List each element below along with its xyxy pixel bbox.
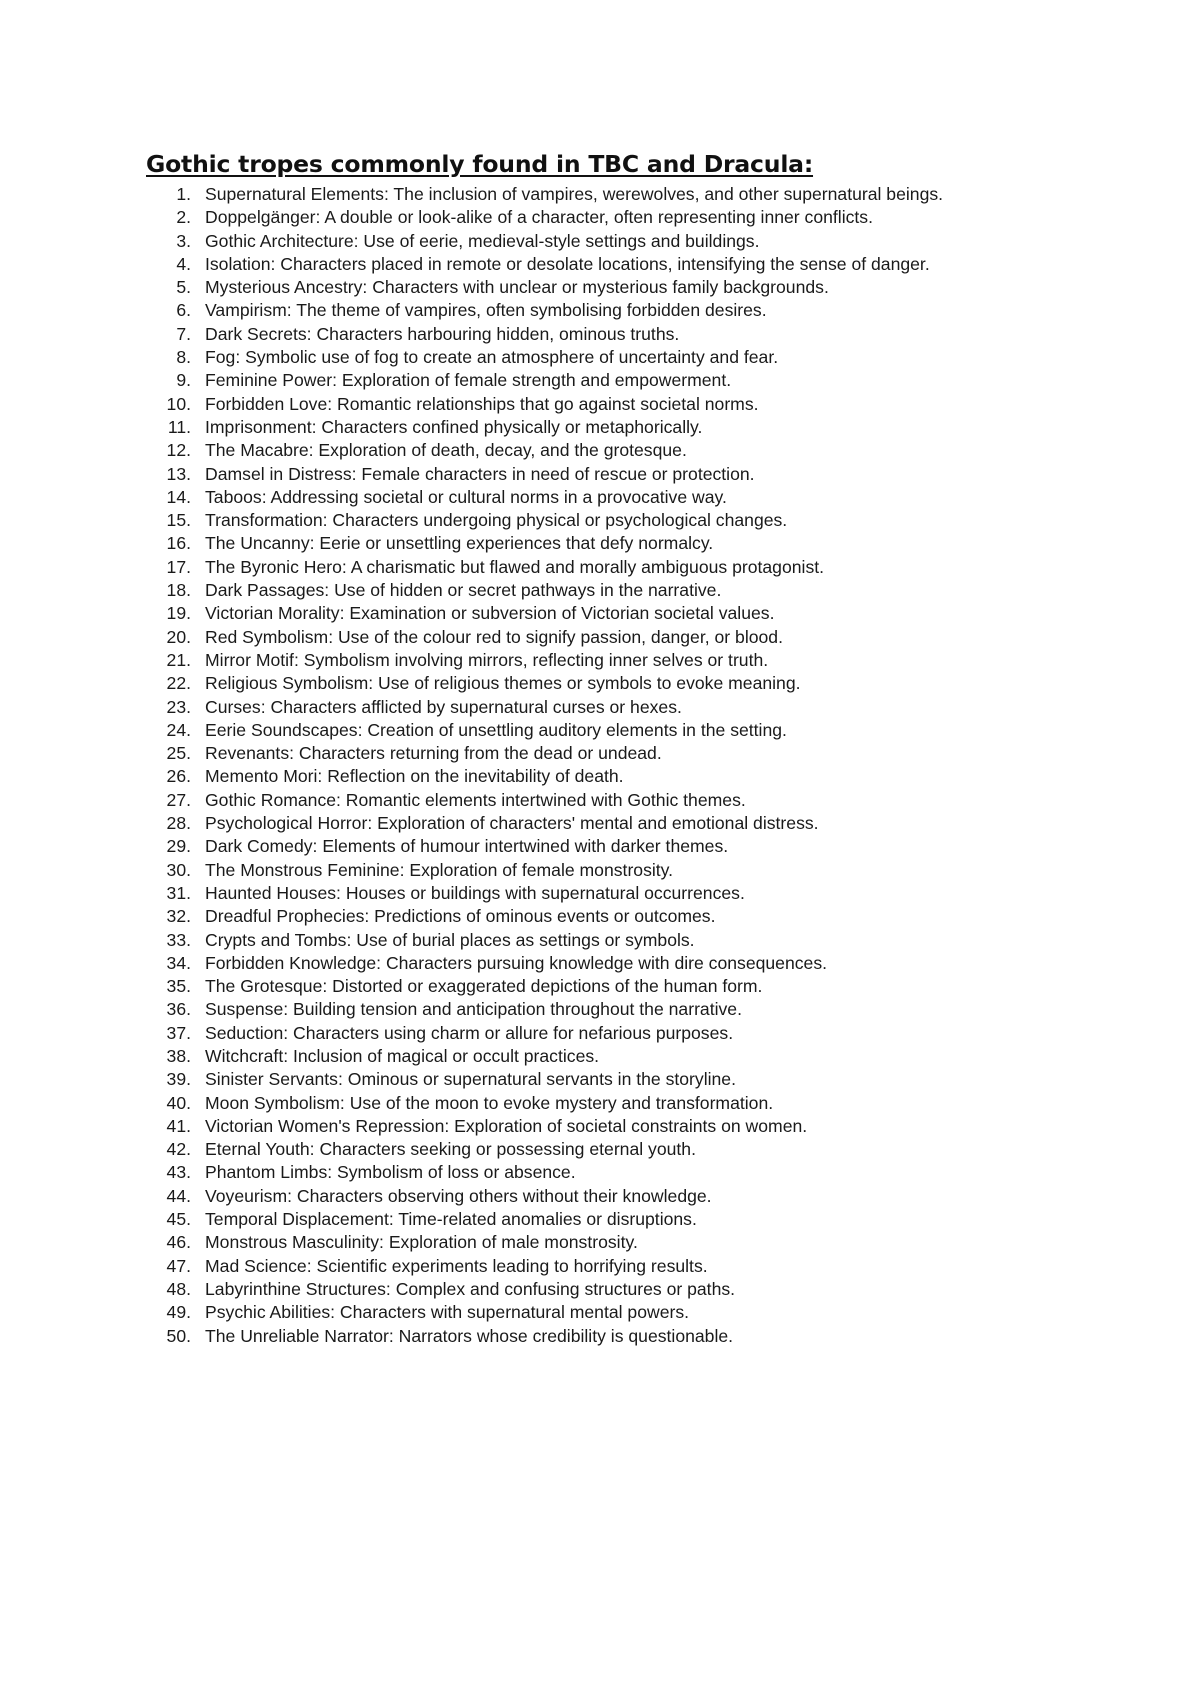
list-item-text: Eternal Youth: Characters seeking or possessing eternal youth. bbox=[205, 1139, 696, 1160]
list-item bbox=[0, 1068, 1200, 1091]
list-item bbox=[0, 230, 1200, 253]
list-item-text: Forbidden Knowledge: Characters pursuing knowledge with dire consequences. bbox=[205, 952, 828, 973]
list-item bbox=[0, 649, 1200, 672]
list-item-text: Curses: Characters afflicted by supernatural curses or hexes. bbox=[205, 696, 682, 717]
list-item-text: The Monstrous Feminine: Exploration of female monstrosity. bbox=[205, 859, 674, 880]
list-item-number: 12. bbox=[166, 440, 191, 461]
list-item bbox=[0, 393, 1200, 416]
list-item-text: Forbidden Love: Romantic relationships that go against societal norms. bbox=[205, 393, 759, 414]
list-item-number: 24. bbox=[166, 719, 191, 740]
list-item bbox=[0, 765, 1200, 788]
list-item-number: 34. bbox=[166, 952, 191, 973]
list-item bbox=[0, 1185, 1200, 1208]
list-item-number: 20. bbox=[166, 626, 191, 647]
list-item-number: 31. bbox=[166, 882, 191, 903]
list-item bbox=[0, 439, 1200, 462]
list-item-text: Mad Science: Scientific experiments leading to horrifying results. bbox=[205, 1255, 708, 1276]
list-item bbox=[0, 1092, 1200, 1115]
list-item bbox=[0, 882, 1200, 905]
list-item-text: Monstrous Masculinity: Exploration of male monstrosity. bbox=[205, 1232, 638, 1253]
list-item bbox=[0, 998, 1200, 1021]
list-item bbox=[0, 672, 1200, 695]
list-item-text: Witchcraft: Inclusion of magical or occult practices. bbox=[205, 1045, 600, 1066]
list-item-number: 44. bbox=[166, 1185, 191, 1206]
list-item-number: 16. bbox=[166, 533, 191, 554]
list-item bbox=[0, 1138, 1200, 1161]
list-item bbox=[0, 789, 1200, 812]
list-item bbox=[0, 509, 1200, 532]
list-item-text: Temporal Displacement: Time-related anomalies or disruptions. bbox=[205, 1209, 697, 1230]
list-item-number: 11. bbox=[167, 416, 191, 437]
list-item-number: 6. bbox=[176, 300, 191, 321]
list-item-text: Labyrinthine Structures: Complex and confusing structures or paths. bbox=[205, 1278, 736, 1299]
list-item-number: 40. bbox=[166, 1092, 191, 1113]
list-item bbox=[0, 742, 1200, 765]
list-item bbox=[0, 579, 1200, 602]
list-item bbox=[0, 1255, 1200, 1278]
list-item-number: 21. bbox=[166, 649, 191, 670]
list-item-number: 23. bbox=[166, 696, 191, 717]
list-item bbox=[0, 929, 1200, 952]
list-item bbox=[0, 532, 1200, 555]
list-item-text: Revenants: Characters returning from the dead or undead. bbox=[205, 743, 662, 764]
list-item bbox=[0, 952, 1200, 975]
list-item-text: Gothic Architecture: Use of eerie, medieval-style settings and buildings. bbox=[205, 230, 760, 251]
list-item bbox=[0, 602, 1200, 625]
list-item-number: 48. bbox=[166, 1278, 191, 1299]
list-item-text: The Unreliable Narrator: Narrators whose credibility is questionable. bbox=[205, 1325, 734, 1346]
list-item bbox=[0, 696, 1200, 719]
list-item bbox=[0, 859, 1200, 882]
list-item bbox=[0, 1325, 1200, 1348]
list-item bbox=[0, 463, 1200, 486]
list-item-number: 38. bbox=[166, 1045, 191, 1066]
list-item-text: Dark Comedy: Elements of humour intertwined with darker themes. bbox=[205, 836, 729, 857]
list-item-number: 32. bbox=[166, 906, 191, 927]
list-item bbox=[0, 486, 1200, 509]
list-item-text: Doppelgänger: A double or look-alike of a character, often representing inner conflicts. bbox=[205, 207, 873, 228]
trope-list bbox=[0, 183, 1200, 1348]
list-item-number: 10. bbox=[166, 393, 191, 414]
document-title: Gothic tropes commonly found in TBC and Dracula: bbox=[146, 150, 814, 178]
list-item-text: Red Symbolism: Use of the colour red to signify passion, danger, or blood. bbox=[205, 626, 783, 647]
list-item-number: 8. bbox=[176, 347, 191, 368]
list-item-number: 5. bbox=[176, 277, 191, 298]
list-item bbox=[0, 626, 1200, 649]
list-item-text: Suspense: Building tension and anticipation throughout the narrative. bbox=[205, 999, 742, 1020]
list-item-number: 13. bbox=[166, 463, 191, 484]
list-item-number: 28. bbox=[166, 813, 191, 834]
list-item bbox=[0, 1045, 1200, 1068]
list-item-number: 46. bbox=[166, 1232, 191, 1253]
list-item-number: 43. bbox=[166, 1162, 191, 1183]
list-item-text: Gothic Romance: Romantic elements intertwined with Gothic themes. bbox=[205, 789, 746, 810]
list-item bbox=[0, 1022, 1200, 1045]
list-item-text: Isolation: Characters placed in remote or desolate locations, intensifying the sense of danger. bbox=[205, 253, 930, 274]
list-item bbox=[0, 276, 1200, 299]
list-item-text: Eerie Soundscapes: Creation of unsettling auditory elements in the setting. bbox=[205, 719, 787, 740]
list-item-number: 39. bbox=[166, 1069, 191, 1090]
list-item-number: 17. bbox=[166, 556, 191, 577]
list-item bbox=[0, 812, 1200, 835]
list-item bbox=[0, 1231, 1200, 1254]
list-item-text: Imprisonment: Characters confined physically or metaphorically. bbox=[205, 416, 703, 437]
list-item-number: 42. bbox=[166, 1139, 191, 1160]
list-item bbox=[0, 183, 1200, 206]
list-item bbox=[0, 416, 1200, 439]
list-item bbox=[0, 1115, 1200, 1138]
list-item-number: 30. bbox=[166, 859, 191, 880]
list-item-text: Psychic Abilities: Characters with supernatural mental powers. bbox=[205, 1302, 690, 1323]
list-item-number: 1. bbox=[176, 184, 191, 204]
list-item-text: Moon Symbolism: Use of the moon to evoke mystery and transformation. bbox=[205, 1092, 774, 1113]
list-item-text: Fog: Symbolic use of fog to create an atmosphere of uncertainty and fear. bbox=[205, 347, 779, 368]
list-item-number: 22. bbox=[166, 673, 191, 694]
list-item-number: 37. bbox=[166, 1022, 191, 1043]
list-item bbox=[0, 1208, 1200, 1231]
list-item-number: 3. bbox=[176, 230, 191, 251]
list-item-text: Vampirism: The theme of vampires, often symbolising forbidden desires. bbox=[205, 300, 767, 321]
list-item-number: 7. bbox=[176, 323, 191, 344]
list-item-text: Seduction: Characters using charm or allure for nefarious purposes. bbox=[205, 1022, 734, 1043]
list-item-number: 35. bbox=[166, 976, 191, 997]
list-item-number: 33. bbox=[166, 929, 191, 950]
list-item-number: 49. bbox=[166, 1302, 191, 1323]
list-item-text: Damsel in Distress: Female characters in need of rescue or protection. bbox=[205, 463, 755, 484]
list-item-number: 19. bbox=[166, 603, 191, 624]
list-item bbox=[0, 323, 1200, 346]
list-item-text: Transformation: Characters undergoing physical or psychological changes. bbox=[205, 510, 788, 531]
list-item-text: Supernatural Elements: The inclusion of vampires, werewolves, and other supernatural beings. bbox=[205, 184, 944, 204]
list-item-text: Dark Secrets: Characters harbouring hidden, ominous truths. bbox=[205, 323, 680, 344]
list-item bbox=[0, 346, 1200, 369]
list-item-number: 9. bbox=[176, 370, 191, 391]
list-item-number: 27. bbox=[166, 789, 191, 810]
list-item-number: 14. bbox=[166, 486, 191, 507]
list-item-text: Sinister Servants: Ominous or supernatural servants in the storyline. bbox=[205, 1069, 736, 1090]
list-item-text: Feminine Power: Exploration of female strength and empowerment. bbox=[205, 370, 732, 391]
list-item-text: The Uncanny: Eerie or unsettling experiences that defy normalcy. bbox=[205, 533, 714, 554]
list-item-text: Crypts and Tombs: Use of burial places as settings or symbols. bbox=[205, 929, 695, 950]
list-item-text: The Macabre: Exploration of death, decay, and the grotesque. bbox=[205, 440, 687, 461]
list-item-text: Phantom Limbs: Symbolism of loss or absence. bbox=[205, 1162, 576, 1183]
list-item-number: 36. bbox=[166, 999, 191, 1020]
list-item bbox=[0, 1161, 1200, 1184]
list-item-text: Victorian Women's Repression: Exploration of societal constraints on women. bbox=[205, 1115, 808, 1136]
list-item bbox=[0, 556, 1200, 579]
list-item-text: Religious Symbolism: Use of religious themes or symbols to evoke meaning. bbox=[205, 673, 801, 694]
list-item bbox=[0, 1278, 1200, 1301]
list-item bbox=[0, 253, 1200, 276]
list-item-text: Mirror Motif: Symbolism involving mirrors, reflecting inner selves or truth. bbox=[205, 649, 769, 670]
list-item-number: 2. bbox=[176, 207, 191, 228]
list-item bbox=[0, 1301, 1200, 1324]
list-item bbox=[0, 905, 1200, 928]
list-item-text: Memento Mori: Reflection on the inevitability of death. bbox=[205, 766, 624, 787]
list-item-number: 41. bbox=[166, 1115, 191, 1136]
list-item-text: Psychological Horror: Exploration of characters' mental and emotional distress. bbox=[205, 813, 819, 834]
list-item bbox=[0, 719, 1200, 742]
list-item-text: Dreadful Prophecies: Predictions of ominous events or outcomes. bbox=[205, 906, 716, 927]
list-item bbox=[0, 299, 1200, 322]
list-item bbox=[0, 835, 1200, 858]
list-item-number: 4. bbox=[176, 253, 191, 274]
list-item-number: 15. bbox=[166, 510, 191, 531]
list-item-text: Dark Passages: Use of hidden or secret pathways in the narrative. bbox=[205, 580, 722, 601]
list-item-text: Haunted Houses: Houses or buildings with supernatural occurrences. bbox=[205, 882, 745, 903]
list-item-text: Mysterious Ancestry: Characters with unclear or mysterious family backgrounds. bbox=[205, 277, 829, 298]
list-item-text: Voyeurism: Characters observing others without their knowledge. bbox=[205, 1185, 712, 1206]
list-item-number: 50. bbox=[166, 1325, 191, 1346]
list-item-text: Taboos: Addressing societal or cultural norms in a provocative way. bbox=[205, 486, 727, 507]
list-item-number: 26. bbox=[166, 766, 191, 787]
list-item-number: 29. bbox=[166, 836, 191, 857]
list-item bbox=[0, 206, 1200, 229]
list-item-text: Victorian Morality: Examination or subversion of Victorian societal values. bbox=[205, 603, 775, 624]
list-item bbox=[0, 975, 1200, 998]
list-item-text: The Byronic Hero: A charismatic but flawed and morally ambiguous protagonist. bbox=[205, 556, 825, 577]
list-item-text: The Grotesque: Distorted or exaggerated depictions of the human form. bbox=[205, 976, 763, 997]
list-item bbox=[0, 369, 1200, 392]
list-item-number: 25. bbox=[166, 743, 191, 764]
list-item-number: 18. bbox=[166, 580, 191, 601]
list-item-number: 45. bbox=[166, 1209, 191, 1230]
list-item-number: 47. bbox=[166, 1255, 191, 1276]
